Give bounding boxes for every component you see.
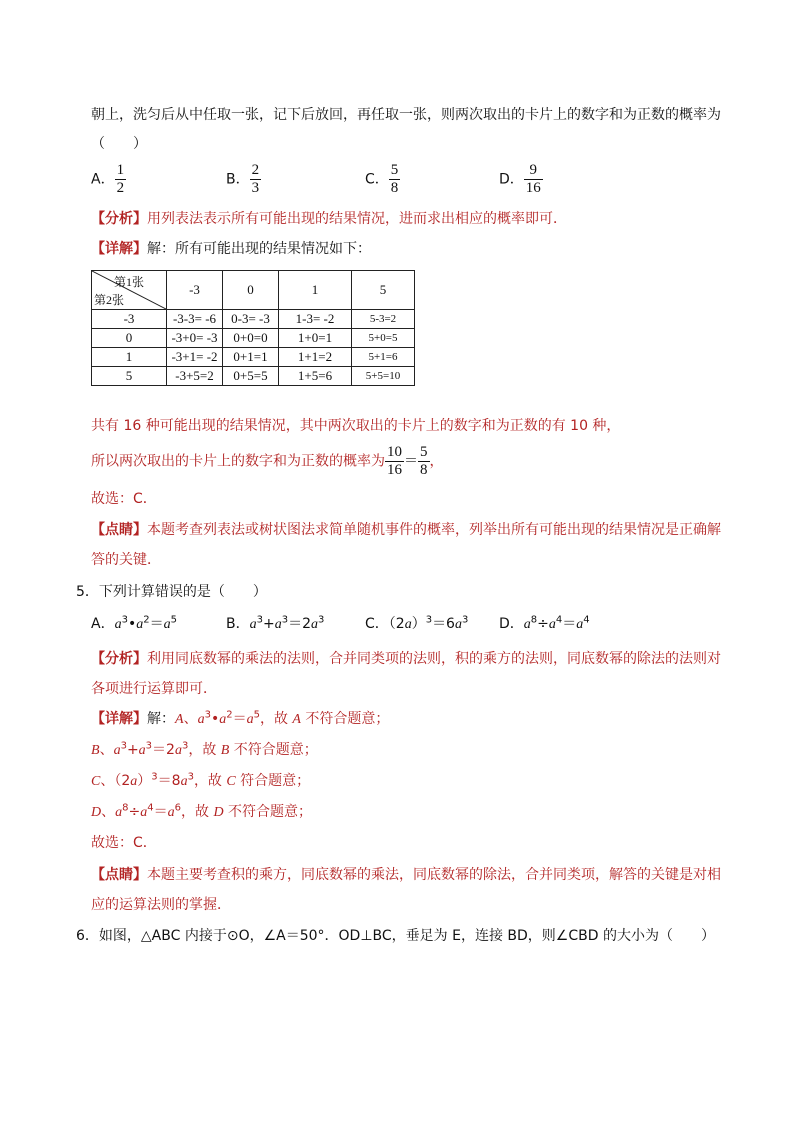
q4-answer: 故选：C． [91, 491, 157, 507]
q5-stem: 5．下列计算错误的是（ ） [76, 584, 267, 600]
q4-comment-line2: 答的关键． [91, 552, 161, 568]
col-header: -3 [167, 271, 223, 310]
q4-stem-paren: （ ） [91, 136, 147, 152]
q5-comment-line2: 应的运算法则的掌握． [91, 897, 231, 913]
q4-result-line: 共有 16 种可能出现的结果情况，其中两次取出的卡片上的数字和为正数的有 10 种， [91, 418, 621, 434]
table-row: 5 -3+5=2 0+5=5 1+5=6 5+5=10 [92, 367, 415, 386]
col-header: 0 [223, 271, 279, 310]
q4-option-b[interactable]: B． $\frac{2}{3}$ [226, 162, 260, 196]
table-row: 0 -3+0= -3 0+0=0 1+0=1 5+0=5 [92, 329, 415, 348]
table-row: -3 -3-3= -6 0-3= -3 1-3= -2 5-3=2 [92, 310, 415, 329]
q5-detail-d: D、$a^8\div a^4=a^6$，故 D 不符合题意； [91, 802, 313, 820]
col-header: 1 [279, 271, 352, 310]
q5-analysis-line2: 各项进行运算即可． [91, 681, 217, 697]
q5-analysis-line1: 【分析】利用同底数幂的乘法的法则，合并同类项的法则，积的乘方的法则，同底数幂的除法的法则对 [91, 651, 721, 667]
q5-comment-line1: 【点睛】本题主要考查积的乘方，同底数幂的乘法，同底数幂的除法，合并同类项，解答的关键是对相 [91, 867, 721, 883]
q5-detail-c: C、$(2a)^3=8a^3$，故 C 符合题意； [91, 771, 311, 789]
q5-answer: 故选：C． [91, 835, 157, 851]
q4-detail: 【详解】解：所有可能出现的结果情况如下： [91, 241, 371, 257]
q5-option-c[interactable]: C．$(2a)^3=6a^3$ [365, 614, 469, 632]
outcome-table [91, 270, 415, 386]
col-header: 5 [352, 271, 415, 310]
q4-analysis: 【分析】用列表法表示所有可能出现的结果情况，进而求出相应的概率即可． [91, 211, 567, 227]
table-corner-cell: 第1张 第2张 [92, 271, 167, 310]
q4-stem-line1: 朝上，洗匀后从中任取一张，记下后放回，再任取一张，则两次取出的卡片上的数字和为正数的概率为 [91, 107, 721, 123]
q5-detail-a: 【详解】解：A、$a^3•a^2=a^5$，故 A 不符合题意； [91, 709, 390, 727]
q4-option-d[interactable]: D． $\frac{9}{16}$ [499, 162, 541, 196]
q5-option-b[interactable]: B．$a^3+a^3=2a^3$ [226, 614, 325, 632]
q4-option-c[interactable]: C． $\frac{5}{8}$ [365, 162, 399, 196]
q6-stem: 6．如图，△ABC 内接于⊙O，∠A＝50°．OD⊥BC，垂足为 E，连接 BD，则∠CBD 的大小为（ ） [76, 928, 715, 944]
q4-option-a[interactable]: A． $\frac{1}{2}$ [91, 162, 125, 196]
q4-probability-line: 所以两次取出的卡片上的数字和为正数的概率为 $\frac{10}{16}$ ＝ $\frac{5}{8}$ ， [91, 444, 444, 478]
q4-comment-line1: 【点睛】本题考查列表法或树状图法求简单随机事件的概率，列举出所有可能出现的结果情况是正确解 [91, 522, 721, 538]
table-row: 1 -3+1= -2 0+1=1 1+1=2 5+1=6 [92, 348, 415, 367]
q5-option-a[interactable]: A．$a^3•a^2=a^5$ [91, 614, 177, 632]
q5-option-d[interactable]: D．$a^8\div a^4=a^4$ [499, 614, 590, 632]
q5-detail-b: B、$a^3+a^3=2a^3$，故 B 不符合题意； [91, 740, 318, 758]
